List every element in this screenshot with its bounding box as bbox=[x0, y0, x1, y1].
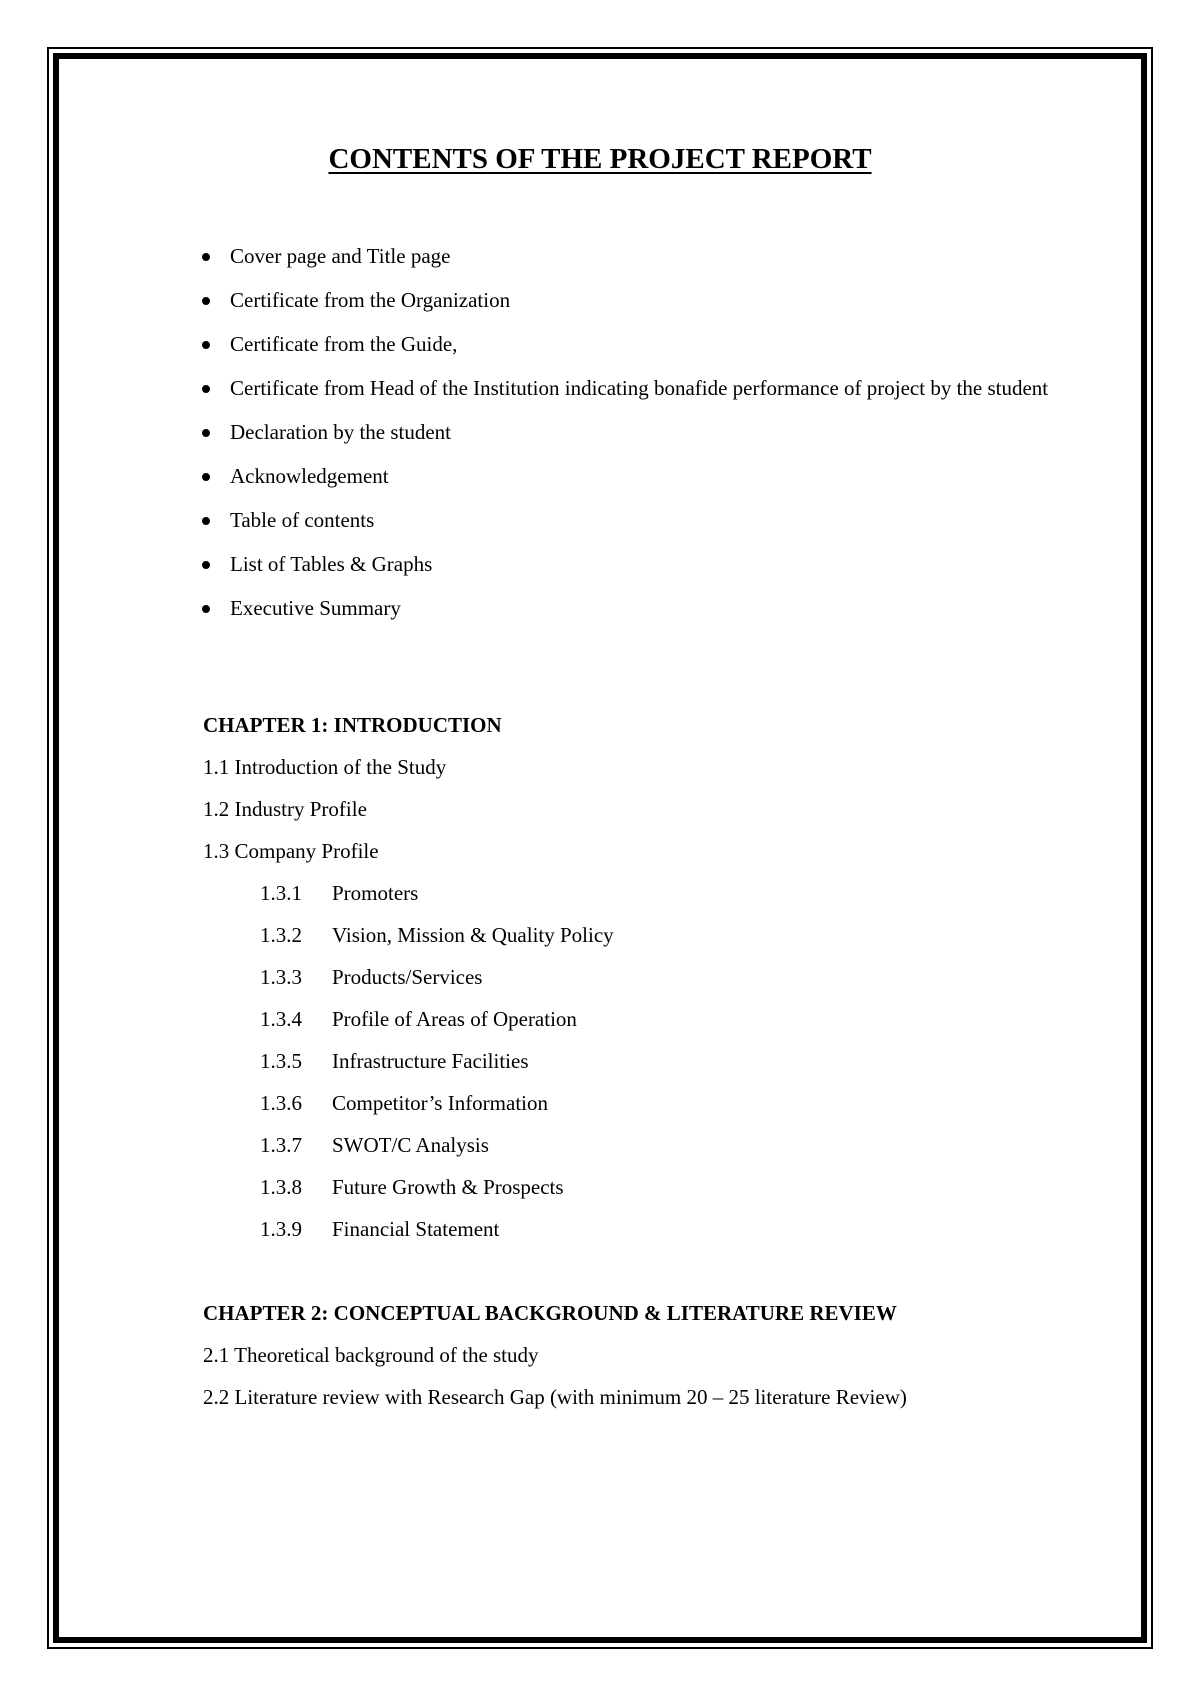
subsection-label: Future Growth & Prospects bbox=[332, 1175, 564, 1199]
subsection-row bbox=[203, 1082, 1103, 1124]
subsection-row bbox=[203, 1166, 1103, 1208]
list-item bbox=[200, 412, 1080, 452]
list-item-label: Cover page and Title page bbox=[230, 244, 451, 268]
subsection-number: 1.3.8 bbox=[260, 1175, 302, 1199]
list-item-label: Executive Summary bbox=[230, 596, 401, 620]
subsection-label: Profile of Areas of Operation bbox=[332, 1007, 577, 1031]
bullet-icon bbox=[202, 297, 210, 305]
section-1-2: 1.2 Industry Profile bbox=[203, 797, 367, 821]
subsection-number: 1.3.7 bbox=[260, 1133, 302, 1157]
section-2-2: 2.2 Literature review with Research Gap (with minimum 20 – 25 literature Review) bbox=[203, 1385, 907, 1409]
list-item-label: Certificate from Head of the Institution indicating bonafide performance of project by the student bbox=[230, 376, 1049, 400]
subsection-label: Vision, Mission & Quality Policy bbox=[332, 923, 614, 947]
bullet-icon bbox=[202, 341, 210, 349]
subsection-number: 1.3.9 bbox=[260, 1217, 302, 1241]
subsection-row bbox=[203, 1208, 1103, 1250]
bullet-icon bbox=[202, 561, 210, 569]
subsection-row bbox=[203, 956, 1103, 998]
subsection-label: SWOT/C Analysis bbox=[332, 1133, 489, 1157]
subsection-label: Products/Services bbox=[332, 965, 483, 989]
chapter-2 bbox=[203, 1292, 1103, 1418]
list-item bbox=[200, 280, 1080, 320]
chapter-2-heading: CHAPTER 2: CONCEPTUAL BACKGROUND & LITERATURE REVIEW bbox=[203, 1301, 897, 1325]
list-item-label: List of Tables & Graphs bbox=[230, 552, 433, 576]
subsection-number: 1.3.4 bbox=[260, 1007, 302, 1031]
list-item-label: Declaration by the student bbox=[230, 420, 452, 444]
list-item bbox=[200, 588, 1080, 628]
subsection-label: Financial Statement bbox=[332, 1217, 500, 1241]
list-item-label: Table of contents bbox=[230, 508, 375, 532]
subsection-label: Infrastructure Facilities bbox=[332, 1049, 529, 1073]
subsection-number: 1.3.5 bbox=[260, 1049, 302, 1073]
chapter-1 bbox=[203, 704, 1103, 1250]
subsection-number: 1.3.3 bbox=[260, 965, 302, 989]
front-matter-list bbox=[200, 236, 1080, 632]
list-item bbox=[200, 324, 1080, 364]
list-item-label: Certificate from the Organization bbox=[230, 288, 511, 312]
bullet-icon bbox=[202, 429, 210, 437]
bullet-icon bbox=[202, 385, 210, 393]
list-item bbox=[200, 236, 1080, 276]
bullet-icon bbox=[202, 517, 210, 525]
list-item bbox=[200, 544, 1080, 584]
page-title: CONTENTS OF THE PROJECT REPORT bbox=[328, 143, 872, 175]
subsection-label: Promoters bbox=[332, 881, 419, 905]
section-2-1: 2.1 Theoretical background of the study bbox=[203, 1343, 539, 1367]
bullet-icon bbox=[202, 253, 210, 261]
subsection-row bbox=[203, 872, 1103, 914]
list-item bbox=[200, 456, 1080, 496]
section-1-3: 1.3 Company Profile bbox=[203, 839, 379, 863]
subsection-number: 1.3.2 bbox=[260, 923, 302, 947]
list-item-label: Certificate from the Guide, bbox=[230, 332, 458, 356]
subsection-label: Competitor’s Information bbox=[332, 1091, 548, 1115]
subsection-number: 1.3.6 bbox=[260, 1091, 302, 1115]
subsection-row bbox=[203, 1040, 1103, 1082]
subsection-number: 1.3.1 bbox=[260, 881, 302, 905]
subsection-row bbox=[203, 998, 1103, 1040]
bullet-icon bbox=[202, 473, 210, 481]
list-item-label: Acknowledgement bbox=[230, 464, 389, 488]
chapter-1-heading: CHAPTER 1: INTRODUCTION bbox=[203, 713, 502, 737]
list-item bbox=[200, 368, 1080, 408]
list-item bbox=[200, 500, 1080, 540]
subsection-row bbox=[203, 1124, 1103, 1166]
subsection-row bbox=[203, 914, 1103, 956]
section-1-1: 1.1 Introduction of the Study bbox=[203, 755, 447, 779]
bullet-icon bbox=[202, 605, 210, 613]
